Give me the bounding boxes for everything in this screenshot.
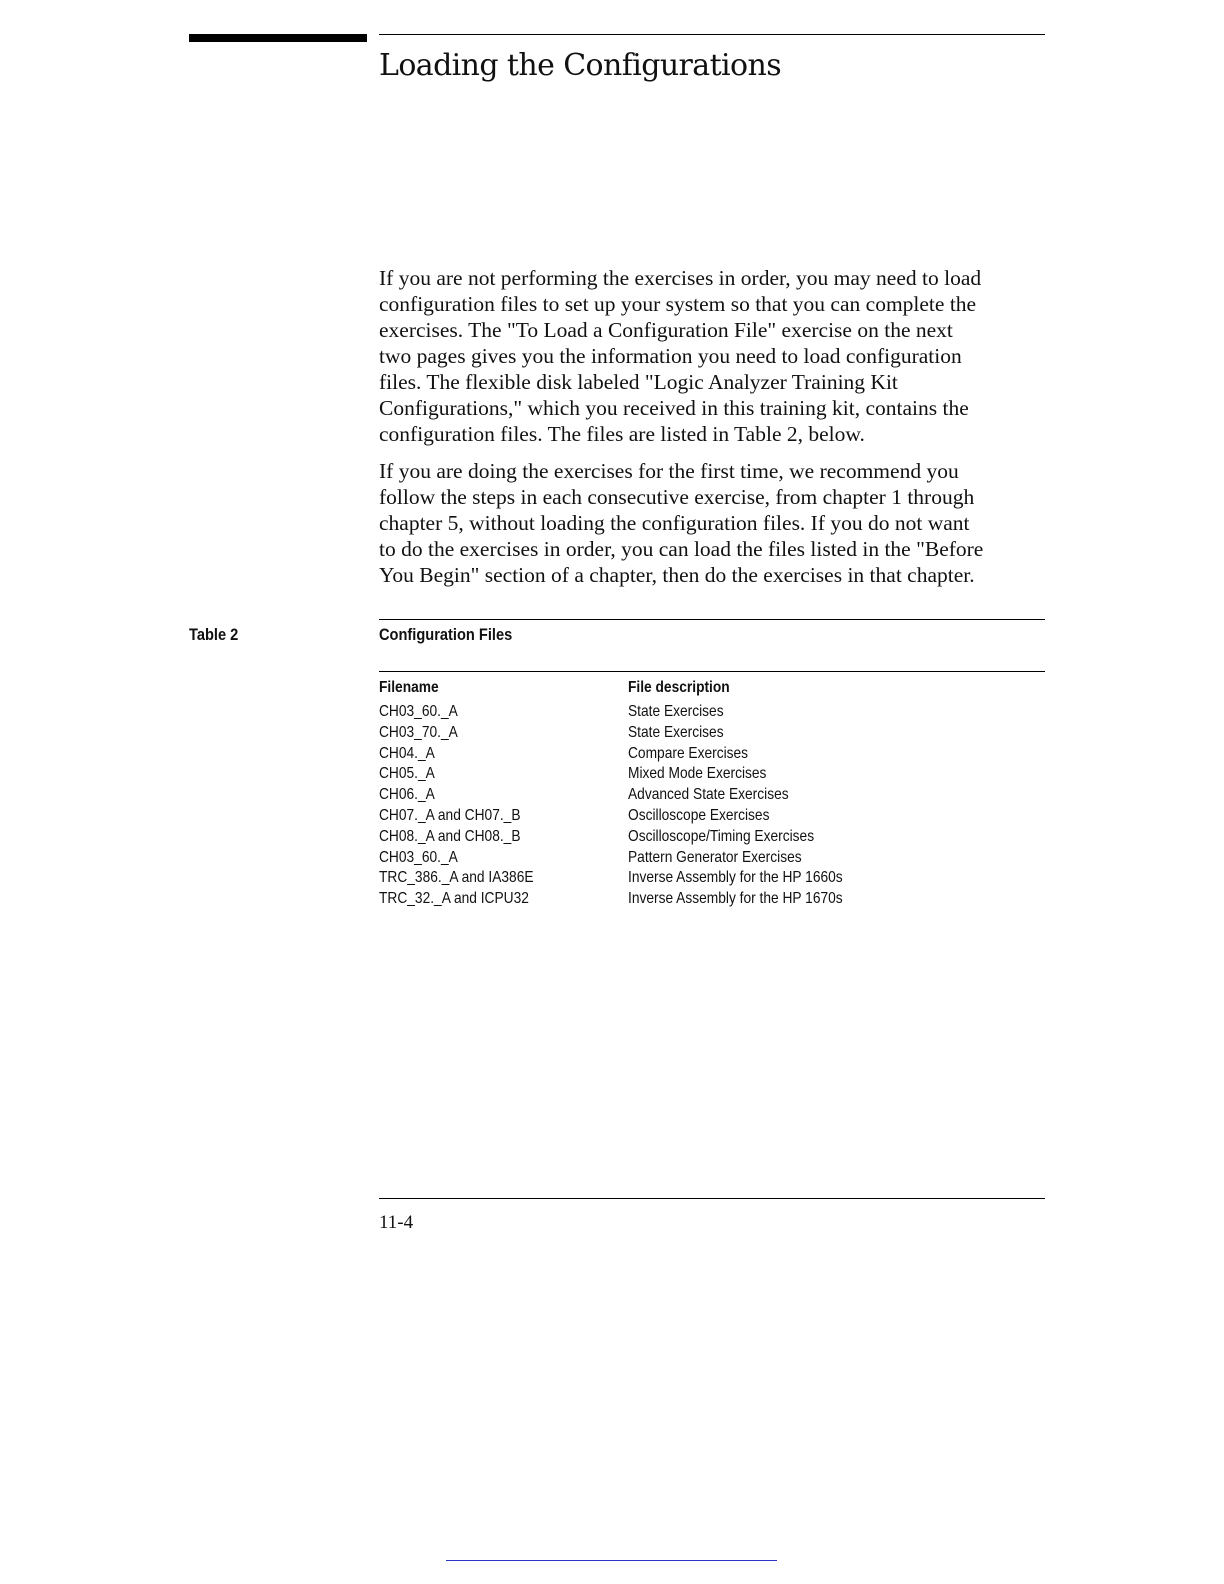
table-row xyxy=(379,848,1045,869)
table-row xyxy=(379,702,1045,723)
table-row xyxy=(379,868,1045,889)
description-cell: Pattern Generator Exercises xyxy=(628,848,802,866)
filename-cell: TRC_32._A and ICPU32 xyxy=(379,890,529,908)
description-cell: Inverse Assembly for the HP 1670s xyxy=(628,890,843,908)
column-header-filename: Filename xyxy=(379,679,439,696)
text-line: follow the steps in each consecutive exercise, from chapter 1 through xyxy=(379,485,975,509)
text-line: configuration files. The files are listed in Table 2, below. xyxy=(379,422,865,446)
table-row xyxy=(379,723,1045,744)
description-cell: Oscilloscope/Timing Exercises xyxy=(628,827,815,845)
filename-cell: CH03_60._A xyxy=(379,703,458,720)
description-cell: Inverse Assembly for the HP 1660s xyxy=(628,869,843,887)
configuration-files-table xyxy=(379,677,1045,910)
filename-cell: TRC_386._A and IA386E xyxy=(379,869,534,887)
page-title: Loading the Configurations xyxy=(379,48,782,83)
filename-cell: CH08._A and CH08._B xyxy=(379,827,521,845)
table-top-rule xyxy=(379,619,1045,620)
text-line: You Begin" section of a chapter, then do the exercises in that chapter. xyxy=(379,563,975,587)
description-cell: Compare Exercises xyxy=(628,744,749,762)
description-cell: Advanced State Exercises xyxy=(628,786,789,804)
header-rule xyxy=(379,34,1045,35)
column-header-description: File description xyxy=(628,679,730,696)
table-row xyxy=(379,785,1045,806)
table-label: Table 2 xyxy=(189,625,239,644)
filename-cell: CH04._A xyxy=(379,744,435,762)
table-row xyxy=(379,889,1045,910)
chapter-bar xyxy=(189,34,367,42)
text-line: If you are not performing the exercises in order, you may need to load xyxy=(379,266,982,290)
text-line: chapter 5, without loading the configuration files. If you do not want xyxy=(379,511,970,535)
description-cell: State Exercises xyxy=(628,723,724,741)
table-title: Configuration Files xyxy=(379,625,513,644)
table-row xyxy=(379,764,1045,785)
table-header-rule xyxy=(379,671,1045,672)
filename-cell: CH06._A xyxy=(379,786,435,804)
text-line: If you are doing the exercises for the first time, we recommend you xyxy=(379,459,959,483)
description-cell: Oscilloscope Exercises xyxy=(628,806,770,824)
recommendation-paragraph xyxy=(379,458,1045,588)
text-line: files. The flexible disk labeled "Logic Analyzer Training Kit xyxy=(379,370,898,394)
intro-paragraph xyxy=(379,265,1045,447)
table-header-row xyxy=(379,677,1045,702)
page-number: 11-4 xyxy=(379,1212,414,1233)
filename-cell: CH05._A xyxy=(379,765,435,783)
footer-rule xyxy=(379,1198,1045,1199)
table-row xyxy=(379,744,1045,765)
filename-cell: CH03_60._A xyxy=(379,848,458,866)
table-row xyxy=(379,806,1045,827)
text-line: two pages gives you the information you need to load configuration xyxy=(379,344,962,368)
table-row xyxy=(379,827,1045,848)
text-line: to do the exercises in order, you can load the files listed in the "Before xyxy=(379,537,984,561)
description-cell: State Exercises xyxy=(628,703,724,720)
text-line: Configurations," which you received in this training kit, contains the xyxy=(379,396,969,420)
text-line: configuration files to set up your system so that you can complete the xyxy=(379,292,977,316)
description-cell: Mixed Mode Exercises xyxy=(628,765,767,783)
bottom-blue-line xyxy=(446,1560,777,1561)
filename-cell: CH07._A and CH07._B xyxy=(379,806,521,824)
filename-cell: CH03_70._A xyxy=(379,723,458,741)
text-line: exercises. The "To Load a Configuration File" exercise on the next xyxy=(379,318,953,342)
